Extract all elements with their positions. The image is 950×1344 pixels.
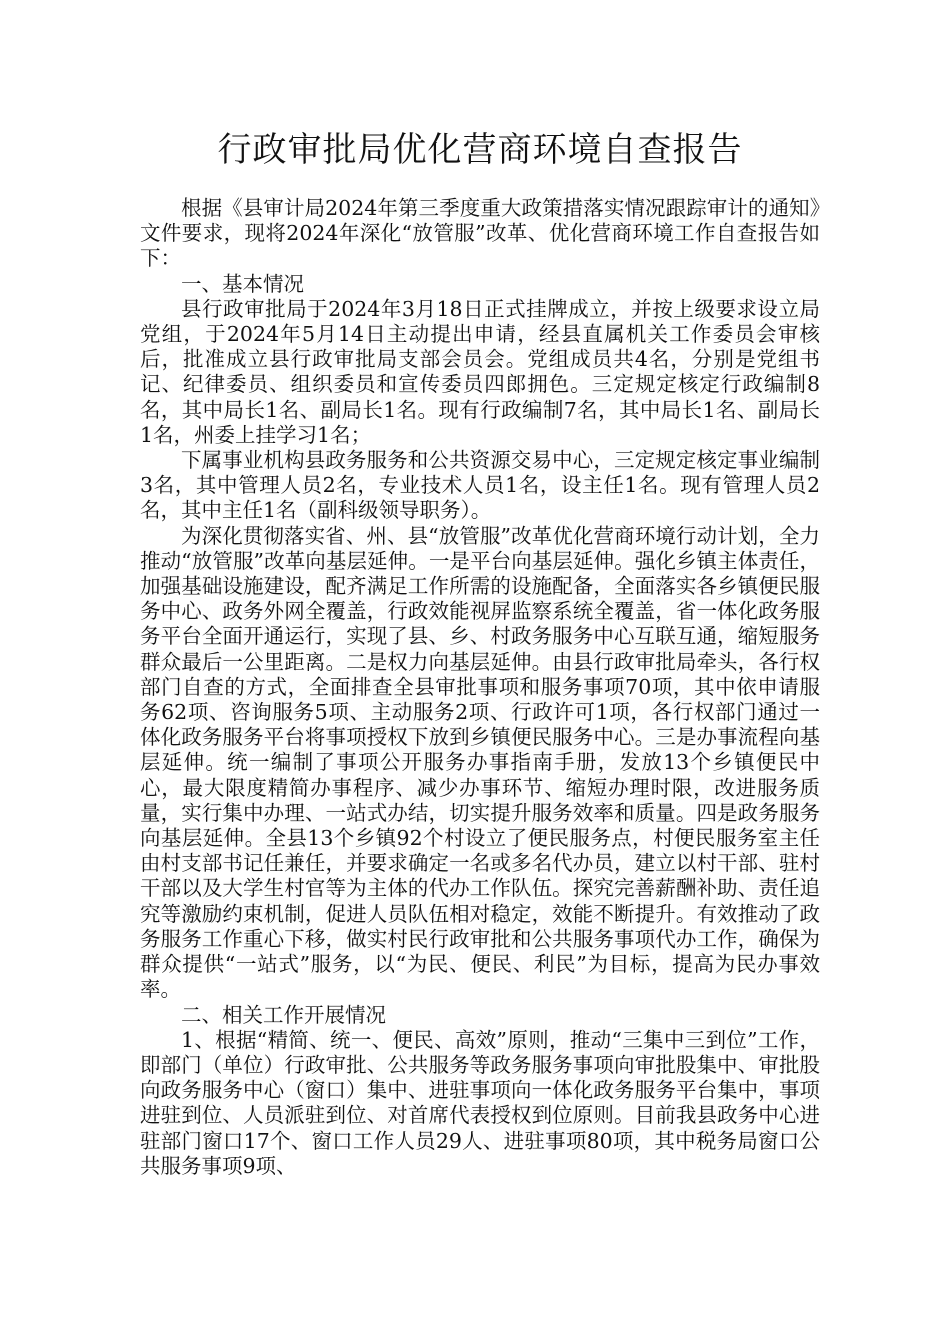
body-paragraph: 1、根据“精简、统一、便民、高效”原则，推动“三集中三到位”工作，即部门（单位）行政审批、公共服务等政务服务事项向审批股集中、审批股向政务服务中心（窗口）集中、进驻事项向一体化政务服务平台集中，事项进驻到位、人员派驻到位、对首席代表授权到位原则。目前我县政务中心进驻部门窗口17个、窗口工作人员29人、进驻事项80项，其中税务局窗口公共服务事项9项、 [140, 1027, 820, 1178]
intro-paragraph: 根据《县审计局2024年第三季度重大政策措落实情况跟踪审计的通知》文件要求，现将2024年深化“放管服”改革、优化营商环境工作自查报告如下： [140, 196, 820, 271]
document-title: 行政审批局优化营商环境自查报告 [217, 130, 743, 170]
body-paragraph: 县行政审批局于2024年3月18日正式挂牌成立，并按上级要求设立局党组，于2024年5月14日主动提出申请，经县直属机关工作委员会审核后，批准成立县行政审批局支部会员会。党组成员共4名，分别是党组书记、纪律委员、组织委员和宣传委员四郎拥色。三定规定核定行政编制8名，其中局长1名、副局长1名。现有行政编制7名，其中局长1名、副局长1名，州委上挂学习1名； [140, 296, 820, 447]
body-paragraph: 下属事业机构县政务服务和公共资源交易中心，三定规定核定事业编制3名，其中管理人员2名，专业技术人员1名，设主任1名。现有管理人员2名，其中主任1名（副科级领导职务）。 [140, 448, 820, 523]
section-heading-basic-situation: 一、基本情况 [181, 271, 304, 296]
section-heading-related-work: 二、相关工作开展情况 [181, 1002, 386, 1027]
document-body [140, 196, 820, 1179]
body-paragraph: 为深化贯彻落实省、州、县“放管服”改革优化营商环境行动计划，全力推动“放管服”改革向基层延伸。一是平台向基层延伸。强化乡镇主体责任，加强基础设施建设，配齐满足工作所需的设施配备，全面落实各乡镇便民服务中心、政务外网全覆盖，行政效能视屏监察系统全覆盖，省一体化政务服务平台全面开通运行，实现了县、乡、村政务服务中心互联互通，缩短服务群众最后一公里距离。二是权力向基层延伸。由县行政审批局牵头，各行权部门自查的方式，全面排查全县审批事项和服务事项70项，其中依申请服务62项、咨询服务5项、主动服务2项、行政许可1项，各行权部门通过一体化政务服务平台将事项授权下放到乡镇便民服务中心。三是办事流程向基层延伸。统一编制了事项公开服务办事指南手册，发放13个乡镇便民中心，最大限度精简办事程序、减少办事环节、缩短办理时限，改进服务质量，实行集中办理、一站式办结，切实提升服务效率和质量。四是政务服务向基层延伸。全县13个乡镇92个村设立了便民服务点，村便民服务室主任由村支部书记任兼任，并要求确定一名或多名代办员，建立以村干部、驻村干部以及大学生村官等为主体的代办工作队伍。探究完善薪酬补助、责任追究等激励约束机制，促进人员队伍相对稳定，效能不断提升。有效推动了政务服务工作重心下移，做实村民行政审批和公共服务事项代办工作，确保为群众提供“一站式”服务，以“为民、便民、利民”为目标，提高为民办事效率。 [140, 523, 820, 1002]
document-page [140, 128, 820, 1179]
